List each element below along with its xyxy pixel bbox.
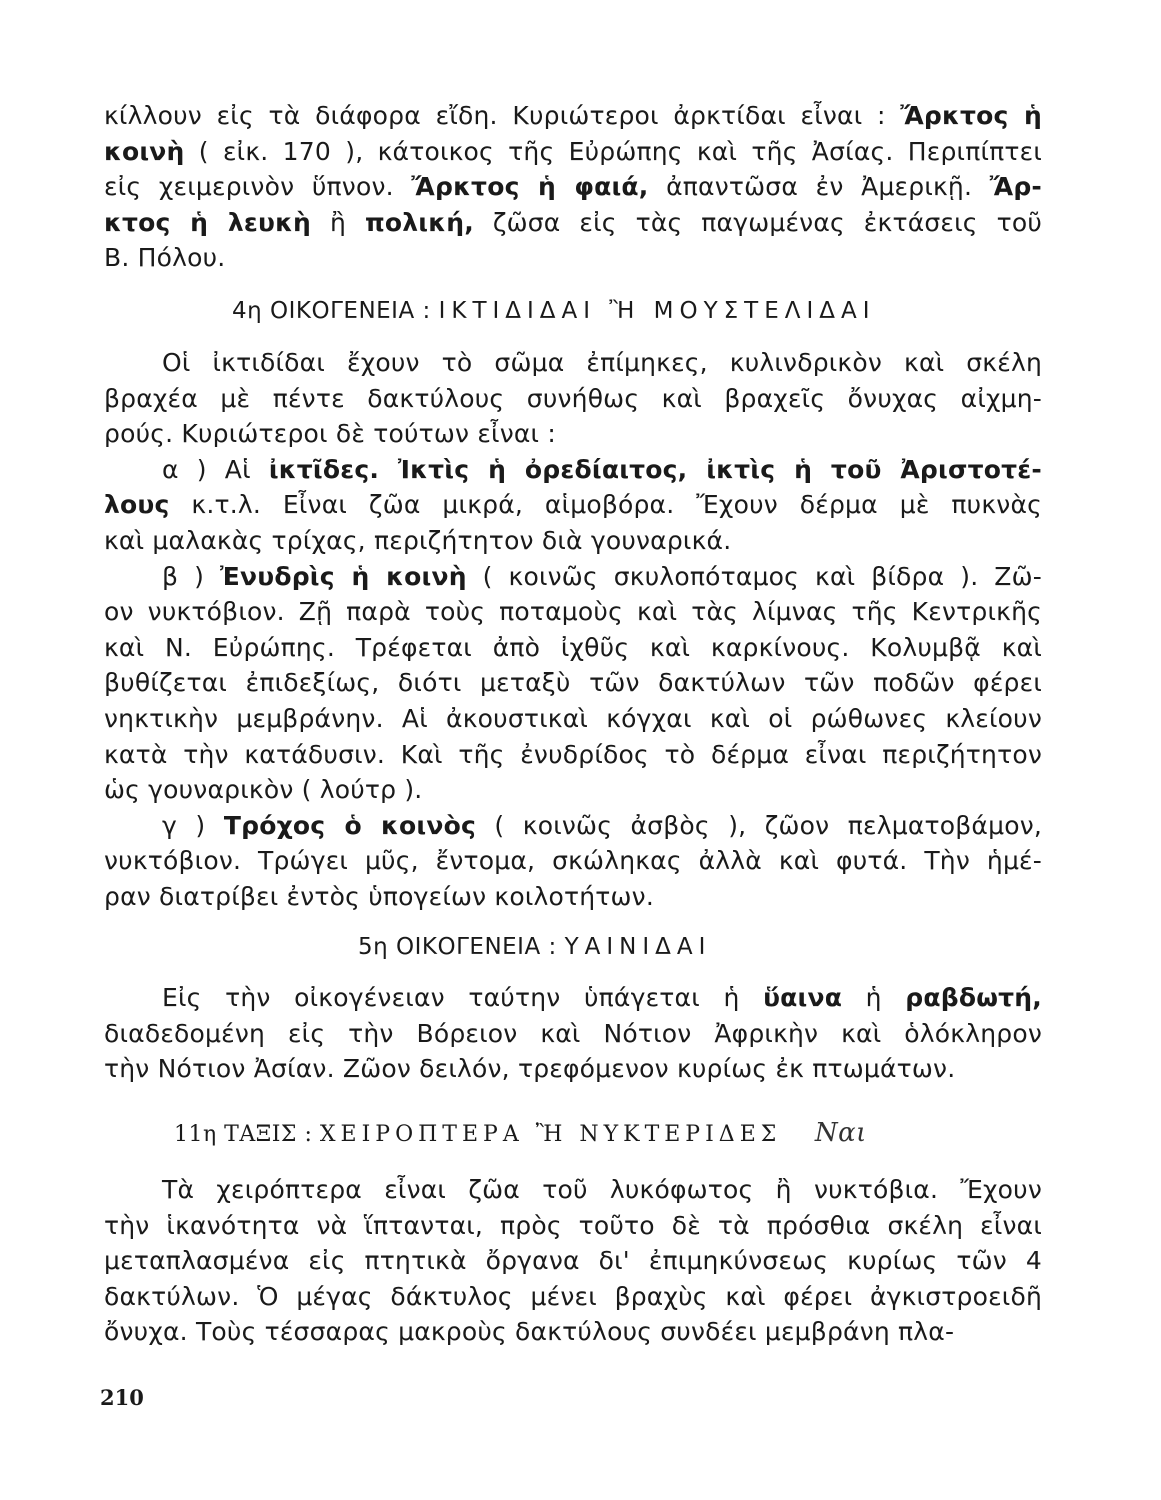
heading-title: ΙΚΤΙΔΙΔΑΙ Ἢ ΜΟΥΣΤΕΛΙΔΑΙ (438, 298, 876, 324)
handwritten-note: Ναι (814, 1118, 867, 1148)
section-heading-hyaenidae (358, 934, 711, 960)
text-run: Εἰς τὴν οἰκογένειαν ταύτην ὑπάγεται ἡ (162, 983, 764, 1012)
paragraph-mustelidae (104, 345, 1042, 915)
bold-term: Ἄρ- (989, 172, 1042, 202)
text-run: ὄνυχα. Τοὺς τέσσαρας μακροὺς δακτύλους συνδέει μεμβράνη πλα- (104, 1317, 955, 1347)
text-line (104, 630, 1042, 666)
text-run: διαδεδομένη εἰς τὴν Βόρειον καὶ Νότιον Ἀφρικὴν καὶ ὁλόκληρον (104, 1018, 1042, 1048)
text-run: ραν διατρίβει ἐντὸς ὑπογείων κοιλοτήτων. (104, 881, 654, 911)
bold-term: ὕαινα (763, 983, 843, 1012)
text-line (104, 452, 1042, 488)
text-run: β ) (162, 561, 221, 591)
text-line (104, 205, 1042, 241)
text-line (104, 701, 1042, 737)
text-line (104, 1051, 1042, 1087)
text-run: ἢ (311, 207, 365, 237)
text-run: τὴν ἱκανότητα νὰ ἵπτανται, πρὸς τοῦτο δὲ τὰ πρόσθια σκέλη εἶναι (104, 1210, 1042, 1240)
text-run: βυθίζεται ἐπιδεξίως, διότι μεταξὺ τῶν δακτύλων τῶν ποδῶν φέρει (104, 668, 1042, 698)
bold-term: Ἐνυδρὶς ἡ κοινὴ (220, 561, 467, 591)
heading-number: 5η ΟΙΚΟΓΕΝΕΙΑ : (358, 934, 557, 960)
text-line (104, 665, 1042, 701)
text-line (104, 1208, 1042, 1244)
text-line (104, 416, 1042, 452)
text-line (104, 134, 1042, 170)
text-line (104, 843, 1042, 879)
paragraph-hyaenidae (104, 980, 1042, 1087)
bold-term: κτος ἡ λευκὴ (104, 207, 312, 237)
bold-term: πολική, (364, 207, 474, 237)
text-run: καὶ Ν. Εὐρώπης. Τρέφεται ἀπὸ ἰχθῦς καὶ καρκίνους. Κολυμβᾷ καὶ (104, 632, 1042, 662)
text-run: ( κοινῶς σκυλοπόταμος καὶ βίδρα ). Ζῶ- (466, 561, 1042, 591)
section-heading-mustelidae (232, 298, 876, 324)
text-run: νυκτόβιον. Τρώγει μῦς, ἔντομα, σκώληκας ἀλλὰ καὶ φυτά. Τὴν ἡμέ- (104, 846, 1042, 876)
text-run: νηκτικὴν μεμβράνην. Αἱ ἀκουστικαὶ κόγχαι καὶ οἱ ρώθωνες κλείουν (104, 703, 1042, 733)
text-line (104, 240, 1042, 276)
text-run: κατὰ τὴν κατάδυσιν. Καὶ τῆς ἐνυδρίδος τὸ δέρμα εἶναι περιζήτητον (104, 739, 1042, 769)
text-run: ον νυκτόβιον. Ζῇ παρὰ τοὺς ποταμοὺς καὶ τὰς λίμνας τῆς Κεντρικῆς (104, 597, 1042, 627)
section-heading-chiroptera (174, 1118, 867, 1148)
text-line (104, 879, 1042, 915)
text-line (104, 381, 1042, 417)
bold-term: λους (104, 490, 170, 520)
text-line (104, 1279, 1042, 1315)
text-run: γ ) (162, 810, 224, 840)
bold-term: ραβδωτή, (905, 983, 1042, 1012)
text-run: ( εἰκ. 170 ), κάτοικος τῆς Εὐρώπης καὶ τῆς Ἀσίας. Περιπίπτει (184, 136, 1042, 166)
text-run: τὴν Νότιον Ἀσίαν. Ζῶον δειλόν, τρεφόμενον κυρίως ἐκ πτωμάτων. (104, 1054, 956, 1084)
bold-term: ἰκτῖδες. Ἰκτὶς ἡ ὀρεδίαιτος, ἰκτὶς ἡ τοῦ Ἀριστοτέ- (268, 454, 1042, 484)
text-line (104, 772, 1042, 808)
text-run: Β. Πόλου. (104, 243, 226, 273)
text-run: ζῶσα εἰς τὰς παγωμένας ἐκτάσεις τοῦ (473, 207, 1043, 237)
text-run: καὶ μαλακὰς τρίχας, περιζήτητον διὰ γουναρικά. (104, 525, 732, 555)
text-line (104, 1314, 1042, 1350)
text-run: Οἱ ἰκτιδίδαι ἔχουν τὸ σῶμα ἐπίμηκες, κυλινδρικὸν καὶ σκέλη (162, 348, 1042, 377)
text-line (104, 523, 1042, 559)
paragraph-bears (104, 98, 1042, 276)
bold-term: κοινὴ (104, 136, 185, 166)
page-number: 210 (100, 1385, 144, 1410)
text-run: ἀπαντῶσα ἐν Ἀμερικῇ. (648, 172, 990, 202)
text-run: κίλλουν εἰς τὰ διάφορα εἴδη. Κυριώτεροι ἀρκτίδαι εἶναι : (104, 101, 901, 130)
text-line (104, 1172, 1042, 1208)
text-line (104, 345, 1042, 381)
text-run: βραχέα μὲ πέντε δακτύλους συνήθως καὶ βραχεῖς ὄνυχας αἰχμη- (104, 383, 1042, 413)
text-line (104, 98, 1042, 134)
text-line (104, 594, 1042, 630)
text-line (104, 980, 1042, 1016)
text-run: ὡς γουναρικὸν ( λούτρ ). (104, 775, 423, 805)
heading-title: ΧΕΙΡΟΠΤΕΡΑ Ἢ ΝΥΚΤΕΡΙΔΕΣ (319, 1122, 782, 1147)
text-line (104, 808, 1042, 844)
bold-term: Ἄρκτος ἡ φαιά, (411, 172, 649, 202)
text-run: Τὰ χειρόπτερα εἶναι ζῶα τοῦ λυκόφωτος ἢ νυκτόβια. Ἔχουν (162, 1175, 1042, 1204)
paragraph-chiroptera (104, 1172, 1042, 1350)
heading-number: 11η ΤΑΞΙΣ : (174, 1122, 313, 1147)
text-run: α ) Αἱ (162, 454, 269, 484)
bold-term: Τρόχος ὁ κοινὸς (223, 810, 476, 840)
text-run: ( κοινῶς ἀσβὸς ), ζῶον πελματοβάμον, (475, 810, 1043, 840)
text-line (104, 1016, 1042, 1052)
text-run: δακτύλων. Ὁ μέγας δάκτυλος μένει βραχὺς καὶ φέρει ἀγκιστροειδῆ (104, 1281, 1042, 1311)
heading-title: ΥΑΙΝΙΔΑΙ (564, 934, 712, 960)
text-line (104, 1243, 1042, 1279)
text-line (104, 169, 1042, 205)
text-run: κ.τ.λ. Εἶναι ζῶα μικρά, αἱμοβόρα. Ἔχουν δέρμα μὲ πυκνὰς (169, 490, 1042, 520)
text-run: μεταπλασμένα εἰς πτητικὰ ὄργανα δι' ἐπιμηκύνσεως κυρίως τῶν 4 (104, 1246, 1042, 1276)
bold-term: Ἄρκτος ἡ (900, 101, 1042, 130)
heading-number: 4η ΟΙΚΟΓΕΝΕΙΑ : (232, 298, 431, 324)
text-line (104, 487, 1042, 523)
text-run: ρούς. Κυριώτεροι δὲ τούτων εἶναι : (104, 419, 556, 449)
text-line (104, 559, 1042, 595)
text-run: ἡ (842, 983, 906, 1012)
text-run: εἰς χειμερινὸν ὕπνον. (104, 172, 412, 202)
text-line (104, 737, 1042, 773)
